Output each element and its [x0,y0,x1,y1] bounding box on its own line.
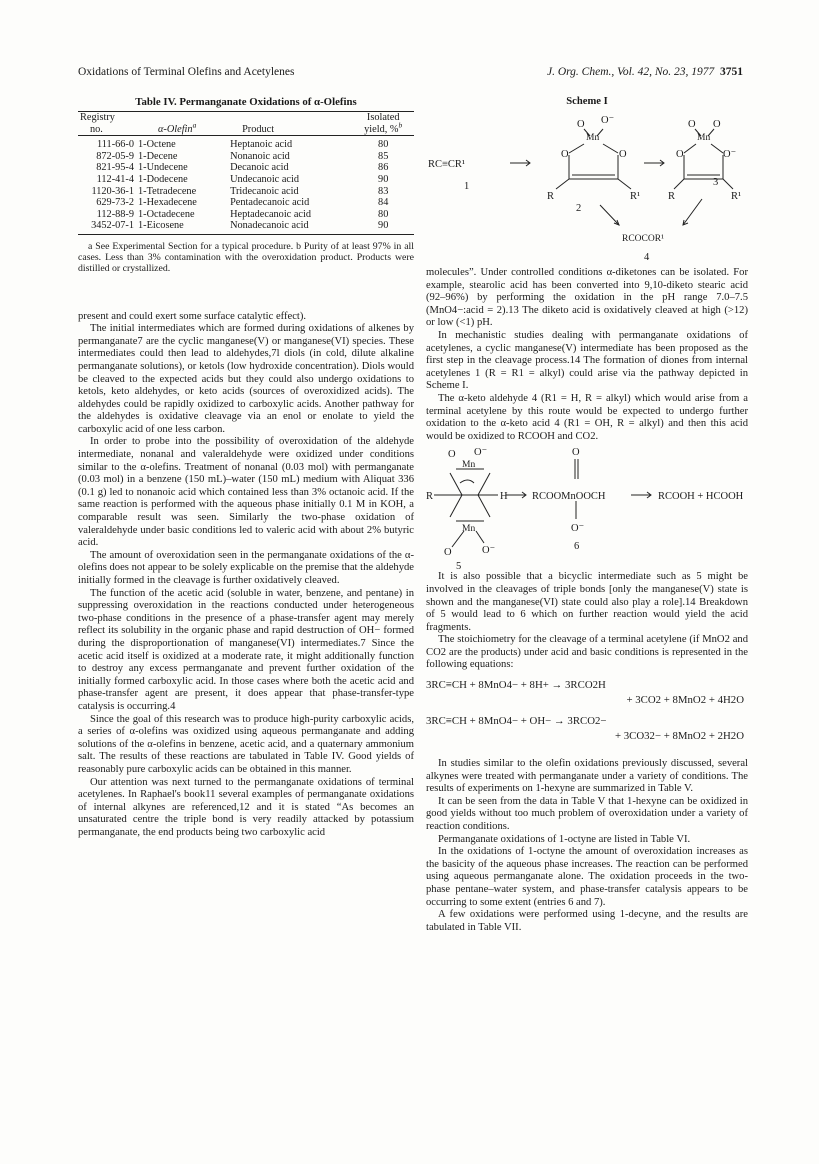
scheme-compound-number: 5 [456,561,462,572]
scheme-compound-number: 6 [574,541,580,553]
body-paragraph: molecules”. Under controlled conditions α-diketones can be isolated. For example, stearolic acid has been converted into 9,10-diketo stearic acid (92–96%) by performing the oxidation in the pH range 7.0–7.5 (MnO4−:acid = 2).13 The diketo acid is oxidatively cleaved at high (>12) or low (<1) pH. [426,267,748,329]
scheme-compound-number: 3 [713,177,719,188]
oxygen-label: O [572,447,580,459]
hydrogen-label: H [500,491,508,503]
stoichiometry-equations [426,678,748,744]
body-paragraph: It is also possible that a bicyclic intermediate such as 5 might be involved in the cleavages of triple bonds [only the manganese(V) state is shown and the manganese(VI) state could also play a role].14 Breakdown of 5 would lead to 6 which on further reaction would yield the acid fragments. [426,571,748,633]
table-row: 872-05-9 1-Decene Nonanoic acid 85 [96,150,389,162]
running-header-journal [547,66,743,78]
body-paragraph: In the oxidations of 1-octyne the amount of overoxidation increases as the basicity of the aqueous phase increases. The reaction can be performed using aqueous permanganate alone. The oxidation proceeds in the two-phase pentane–water system, and phase-transfer catalysis appears to be occurring to some extent (entries 6 and 7). [426,846,748,908]
scheme-compound-number: 2 [576,203,582,214]
equation-2-line-2: + 3CO32− + 8MnO2 + 2H2O [614,730,744,743]
body-paragraph: A few oxidations were performed using 1-decyne, and the results are tabulated in Table VII. [426,909,748,933]
scheme-reactant-label: RC≡CR¹ [428,159,466,170]
body-paragraph: Since the goal of this research was to produce high-purity carboxylic acids, a series of α-olefins was oxidized using aqueous permanganate and adding solutions of the α-olefins in benzene, acetic acid, and a quaternary ammonium salt. The results of these reactions are tabulated in Table IV. Good yields of reasonably pure carboxylic acids can be obtained in this manner. [78,713,414,775]
oxygen-minus-label: O⁻ [723,149,737,160]
r-group-label: R [547,191,555,202]
intermediate-5-svg [426,443,748,571]
scheme-product-label: RCOCOR¹ [622,234,664,244]
oxygen-label: O [448,449,456,461]
acid-products: RCOOH + HCOOH [658,491,744,503]
table-row: 629-73-2 1-Hexadecene Pentadecanoic acid 84 [96,197,389,209]
col-header-yield-pct: yield, %$^b$ [352,124,414,136]
table-row: 111-66-0 1-Octene Heptanoic acid 80 [97,139,389,151]
scheme-i-title: Scheme I [566,96,608,107]
col-header-yield: Isolated [352,112,414,124]
table-row: 3452-07-1 1-Eicosene Nonadecanoic acid 90 [78,220,414,234]
body-paragraph: Our attention was next turned to the permanganate oxidations of terminal acetylenes. In Raphael's book11 several examples of permanganate oxidations of internal alkynes are referenced,12 and it is stated “As becomes an unsaturated centre the triple bond is very readily attacked by potassium permanganate, the end products being two carboxylic acid [78,776,414,838]
oxygen-label: O [444,547,452,559]
oxygen-label: O [688,119,696,130]
col-header-olefin: α-Olefin$^a$ [136,124,228,136]
body-paragraph: It can be seen from the data in Table V that 1-hexyne can be oxidized in good yields without too much problem of overoxidation under a variety of reaction conditions. [426,795,748,833]
body-paragraph: The α-keto aldehyde 4 (R1 = H, R = alkyl) which would arise from a terminal acetylene by this route would be expected to undergo further oxidation to the α-keto acid 4 (R1 = OH, R = alkyl) and then this acid would be oxidized to RCOOH and CO2. [426,392,748,442]
intermediate-6-formula: RCOOMnOOCH [532,491,606,503]
table-row: 112-88-9 1-Octadecene Heptadecanoic acid 80 [96,208,389,220]
body-paragraph: The initial intermediates which are formed during oxidations of alkenes by permanganate7 are the cyclic manganese(V) or manganese(VI) species. These intermediates could then lead to aldehydes,7l diols (in cold, dilute alkaline permanganate solutions), or ketols (low hydroxide concentration). Diols would be cleaved to the expected acids but they could also undergo oxidations to ketols, keto aldehydes, or keto acids (sources of overoxidized acids). The aldehydes could be rapidly oxidized to carboxylic acids. Another pathway for the aldehydes is oxidative cleavage via an enol or enolate to yield the carboxylic acid of one less carbon. [78,323,414,435]
col-header-registry-no: no. [78,124,136,136]
col-header-product: Product [228,124,352,136]
oxygen-label: O [676,149,684,160]
oxygen-minus-label: O⁻ [474,447,488,459]
scheme-compound-number: 4 [644,252,650,263]
body-paragraph: Permanganate oxidations of 1-octyne are listed in Table VI. [438,833,691,845]
scheme-i-diagram [426,107,748,267]
table-iv [78,111,414,235]
oxygen-minus-label: O⁻ [482,545,496,557]
scheme-compound-number: 1 [464,181,470,192]
body-paragraph: The function of the acetic acid (soluble in water, benzene, and pentane) in suppressing overoxidation in the reactions conducted under heterogeneous two-phase conditions in the presence of a phase-transfer agent may merely reflect its solubility in the organic phase and rapid destruction of OH− formed during the disproportionation of manganese(VI) intermediates.7 Since the acetic acid itself is oxidized at a moderate rate, it might additionally function to destroy any excess permanganate and prevent further oxidation of the initially formed carboxylic acid. In those cases where both the acetic acid and phase-transfer agent are present, it does appear that phase-transfer-type catalysis is occurring.4 [78,587,414,712]
body-paragraph: The amount of overoxidation seen in the permanganate oxidations of the α-olefins does not appear to be solely explicable on the premise that the aldehyde initially formed in the cleavage is further oxidatively cleaved. [78,549,414,587]
oxygen-minus-label: O⁻ [601,115,615,126]
table-iv-title: Table IV. Permanganate Oxidations of α-Olefins [135,96,357,108]
journal-citation: J. Org. Chem., Vol. 42, No. 23, 1977 [546,66,715,78]
body-paragraph: In mechanistic studies dealing with permanganate oxidations of acetylenes, a cyclic manganese(V) intermediate has been proposed as the first step in the cleavage process.14 The formation of diones from internal acetylenes 1 (R = R1 = alkyl) could arise via the pathway depicted in Scheme I. [426,329,748,392]
manganese-label: Mn [462,460,476,471]
body-paragraph: present and could exert some surface catalytic effect). [78,310,307,322]
page-number: 3751 [720,66,743,78]
oxygen-minus-label: O⁻ [571,523,585,535]
manganese-label: Mn [462,524,476,535]
scheme-i-svg [426,107,748,267]
body-paragraph: In studies similar to the olefin oxidations previously discussed, several alkynes were treated with permanganate under a variety of conditions. The results of experiments on 1-hexyne are summarized in Table V. [426,758,748,795]
table-iv-footnote: a See Experimental Section for a typical procedure. b Purity of at least 97% in all cases. Less than 3% contamination with the overoxidation product. Products were distilled or crystallized. [78,240,414,275]
manganese-label: Mn [586,133,600,143]
manganese-label: Mn [697,133,711,143]
running-header-title: Oxidations of Terminal Olefins and Acetylenes [78,66,295,78]
r1-group-label: R¹ [731,191,742,202]
oxygen-label: O [713,119,721,130]
oxygen-label: O [561,149,569,160]
bicyclic-intermediate-diagram [426,443,748,571]
left-column [78,96,414,839]
oxygen-label: O [619,149,627,160]
equation-2-line-1: 3RC≡CH + 8MnO4− + OH− → 3RCO2− [426,715,607,728]
body-paragraph: In order to probe into the possibility of overoxidation of the aldehyde intermediate, nonanal and valeraldehyde were oxidized under conditions similar to the α-olefins. Treatment of nonanal (0.03 mol) with permanganate (0.03 mol) in a benzene (150 mL)–water (150 mL) medium with Aliquat 336 (0.1 g) led to nonanoic acid which contained less than 3% octanoic acid. If the same reaction is performed with the aqueous phase initially 0.1 M in KOH, a comparable result was seen. Similarly the two-phase oxidation of valeraldehyde under basic conditions led to valeric acid with about 2% butyric acid. [78,436,414,549]
equation-1-line-1: 3RC≡CH + 8MnO4− + 8H+ → 3RCO2H [426,679,606,692]
col-header-registry: Registry [78,112,136,124]
oxygen-label: O [577,119,585,130]
r-group-label: R [426,491,434,503]
r1-group-label: R¹ [630,191,641,202]
table-row: 112-41-4 1-Dodecene Undecanoic acid 90 [96,173,389,185]
body-paragraph: The stoichiometry for the cleavage of a terminal acetylene (if MnO2 and CO2 are the products) under acid and basic conditions is represented in the following equations: [426,634,748,671]
right-column [426,96,748,934]
table-row: 821-95-4 1-Undecene Decanoic acid 86 [96,162,389,174]
r-group-label: R [668,191,676,202]
table-row: 1120-36-1 1-Tetradecene Tridecanoic acid 83 [91,185,389,197]
equation-1-line-2: + 3CO2 + 8MnO2 + 4H2O [626,694,744,707]
